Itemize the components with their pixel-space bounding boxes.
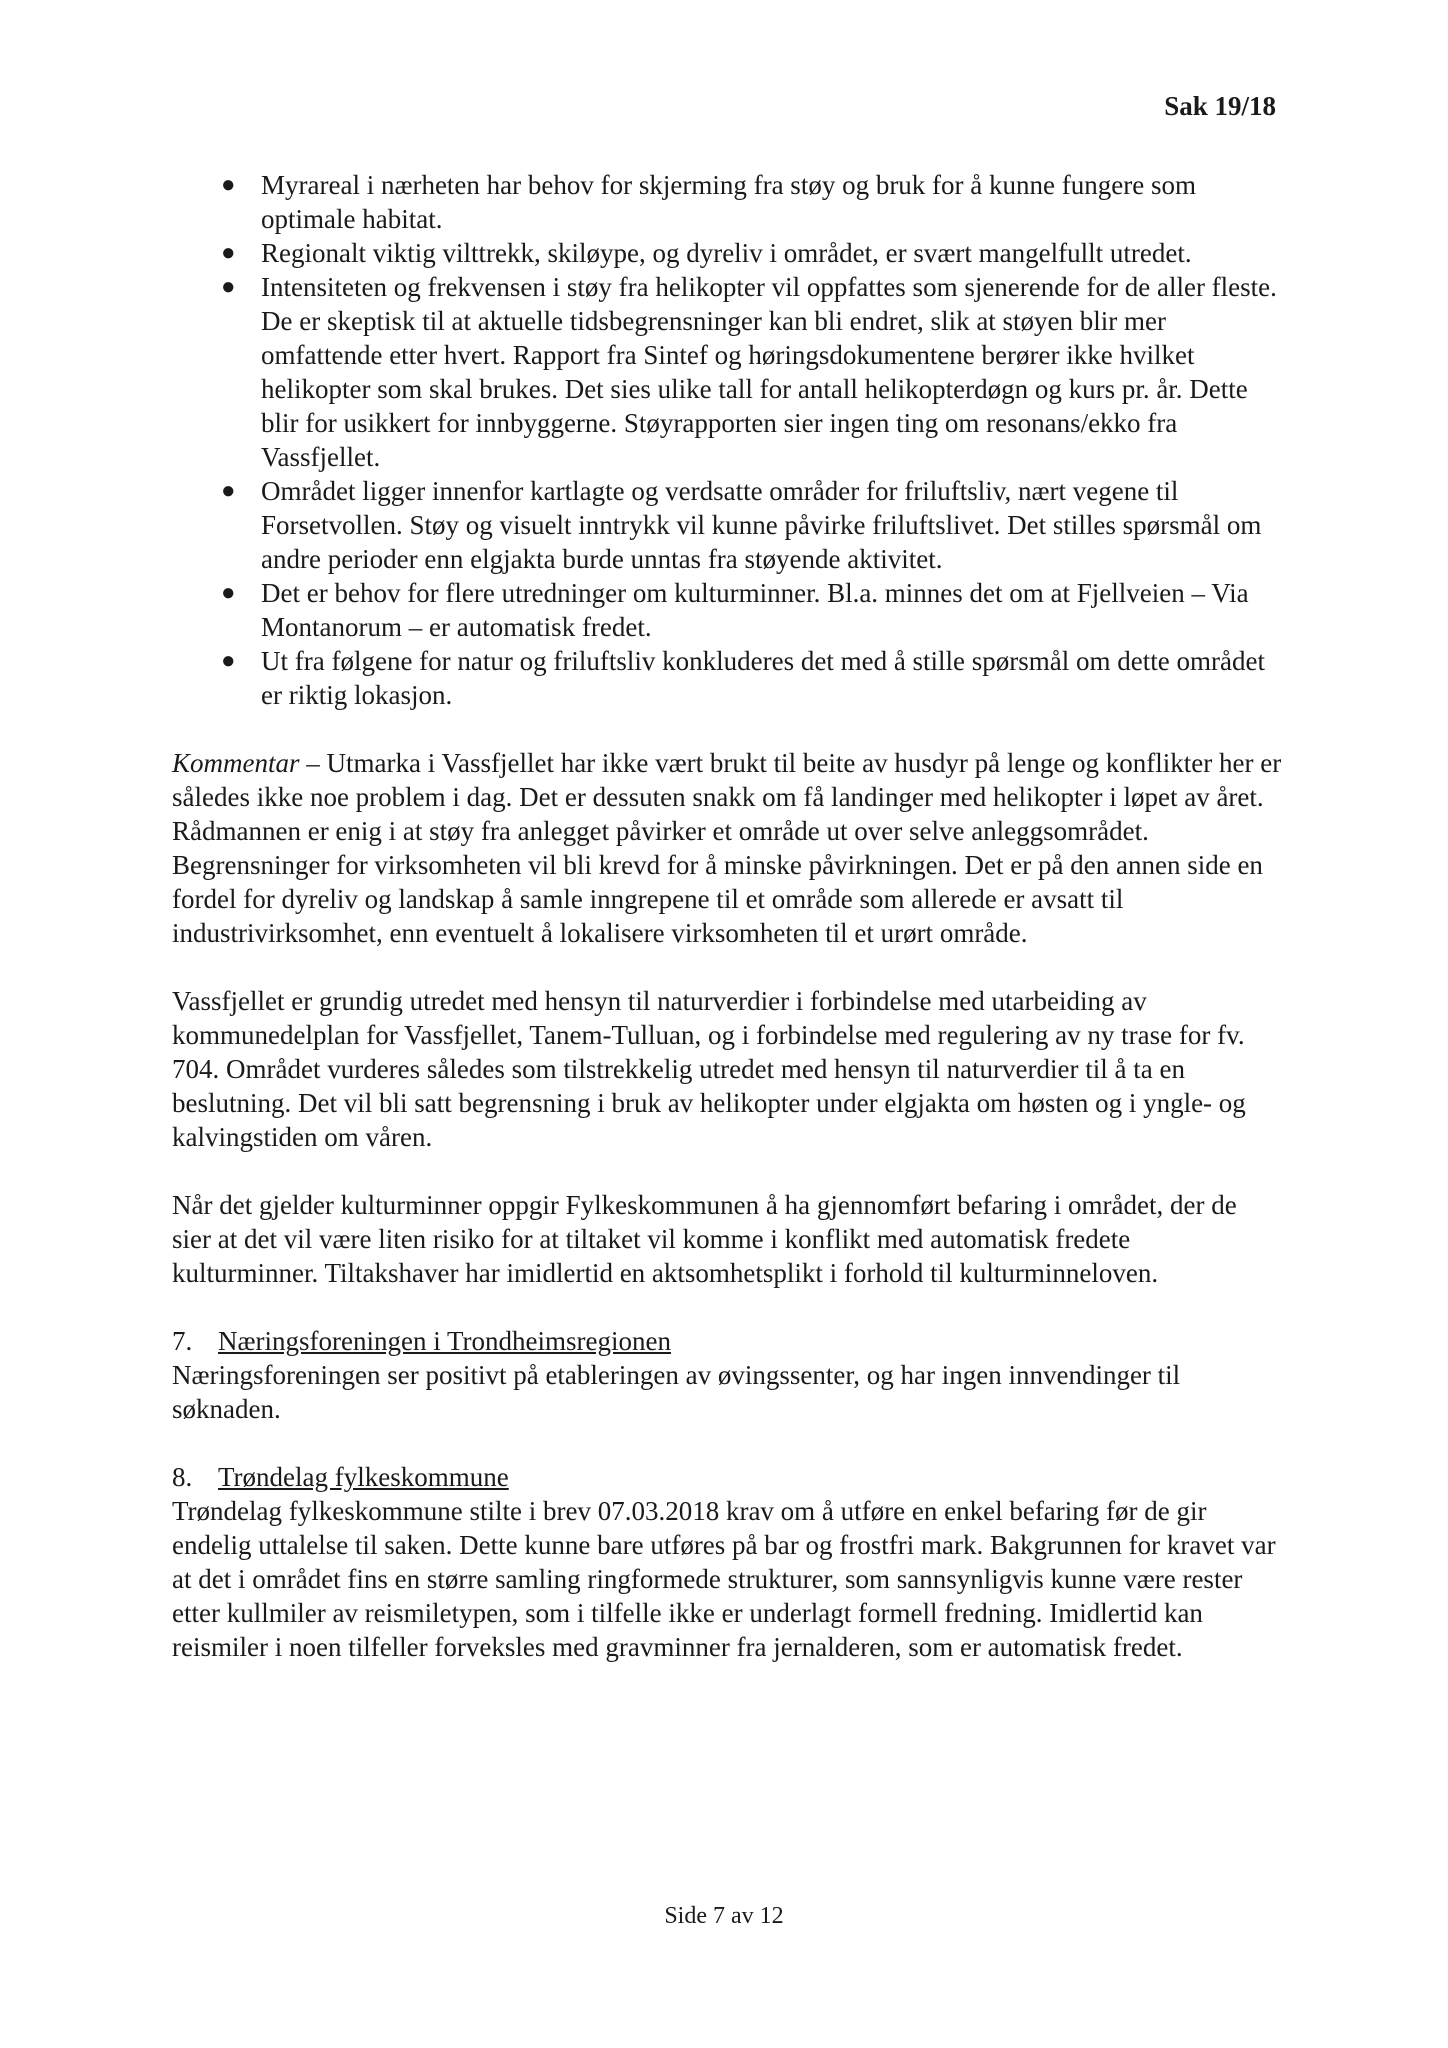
cultural-heritage-paragraph: Når det gjelder kulturminner oppgir Fylkeskommunen å ha gjennomført befaring i området, der de sier at det vil være liten risiko for at tiltaket vil komme i konflikt med automatisk fredete kulturminner. Tiltakshaver har imidlertid en aktsomhetsplikt i forhold til kulturminneloven. <box>172 1190 1237 1288</box>
bullet-icon: ● <box>221 478 236 504</box>
list-item <box>172 474 1282 576</box>
section-text: Næringsforeningen ser positivt på etableringen av øvingssenter, og har ingen innvendinger til søknaden. <box>172 1360 1181 1424</box>
comment-label: Kommentar <box>172 748 300 778</box>
objection-bullet-list <box>172 168 1282 712</box>
bullet-icon: ● <box>221 580 236 606</box>
case-reference: Sak 19/18 <box>1164 91 1276 121</box>
list-item-text: Myrareal i nærheten har behov for skjerming fra støy og bruk for å kunne fungere som optimale habitat. <box>261 170 1196 234</box>
list-item-text: Regionalt viktig vilttrekk, skiløype, og dyreliv i området, er svært mangelfullt utredet. <box>261 238 1192 268</box>
page-content <box>172 168 1282 1664</box>
list-item <box>172 644 1282 712</box>
page-number: Side 7 av 12 <box>664 1903 784 1929</box>
list-item-text: Området ligger innenfor kartlagte og verdsatte områder for friluftsliv, nært vegene til Forsetvollen. Støy og visuelt inntrykk vil kunne påvirke friluftslivet. Det stilles spørsmål om andre perioder enn elgjakta burde unntas fra støyende aktivitet. <box>261 476 1262 574</box>
list-item <box>172 168 1282 236</box>
list-item <box>172 236 1282 270</box>
section-text: Trøndelag fylkeskommune stilte i brev 07.03.2018 krav om å utføre en enkel befaring før de gir endelig uttalelse til saken. Dette kunne bare utføres på bar og frostfri mark. Bakgrunnen for kravet var at det i området fins en større samling ringformede strukturer, som sannsynligvis kunne være rester etter kullmiler av reismiletypen, som i tilfelle ikke er underlagt formell fredning. Imidlertid kan reismiler i noen tilfeller forveksles med gravminner fra jernalderen, som er automatisk fredet. <box>172 1496 1276 1662</box>
comment-paragraph <box>172 746 1282 950</box>
list-item-text: Intensiteten og frekvensen i støy fra helikopter vil oppfattes som sjenerende for de aller fleste. De er skeptisk til at aktuelle tidsbegrensninger kan bli endret, slik at støyen blir mer omfattende etter hvert. Rapport fra Sintef og høringsdokumentene berører ikke hvilket helikopter som skal brukes. Det sies ulike tall for antall helikopterdøgn og kurs pr. år. Dette blir for usikkert for innbyggerne. Støyrapporten sier ingen ting om resonans/ekko fra Vassfjellet. <box>261 272 1277 472</box>
section-title: Næringsforeningen i Trondheimsregionen <box>218 1326 671 1356</box>
bullet-icon: ● <box>221 274 236 300</box>
bullet-icon: ● <box>221 240 236 266</box>
section-title: Trøndelag fylkeskommune <box>218 1462 509 1492</box>
section-heading <box>172 1324 1282 1358</box>
section-number: 7. <box>172 1326 193 1356</box>
list-item <box>172 270 1282 474</box>
list-item-text: Ut fra følgene for natur og friluftsliv konkluderes det med å stille spørsmål om dette området er riktig lokasjon. <box>261 646 1265 710</box>
list-item <box>172 576 1282 644</box>
list-item-text: Det er behov for flere utredninger om kulturminner. Bl.a. minnes det om at Fjellveien – Via Montanorum – er automatisk fredet. <box>261 578 1249 642</box>
bullet-icon: ● <box>221 648 236 674</box>
section-number: 8. <box>172 1462 193 1492</box>
bullet-icon: ● <box>221 172 236 198</box>
section-8 <box>172 1460 1282 1664</box>
nature-assessment-paragraph: Vassfjellet er grundig utredet med hensyn til naturverdier i forbindelse med utarbeiding av kommunedelplan for Vassfjellet, Tanem-Tulluan, og i forbindelse med regulering av ny trase for fv. 704. Området vurderes således som tilstrekkelig utredet med hensyn til naturverdier til å ta en beslutning. Det vil bli satt begrensning i bruk av helikopter under elgjakta om høsten og i yngle- og kalvingstiden om våren. <box>172 986 1246 1152</box>
section-7 <box>172 1324 1282 1426</box>
section-heading <box>172 1460 1282 1494</box>
comment-text: – Utmarka i Vassfjellet har ikke vært brukt til beite av husdyr på lenge og konflikter her er således ikke noe problem i dag. Det er dessuten snakk om få landinger med helikopter i løpet av året. Rådmannen er enig i at støy fra anlegget påvirker et område ut over selve anleggsområdet. Begrensninger for virksomheten vil bli krevd for å minske påvirkningen. Det er på den annen side en fordel for dyreliv og landskap å samle inngrepene til et område som allerede er avsatt til industrivirksomhet, enn eventuelt å lokalisere virksomheten til et urørt område. <box>172 748 1282 948</box>
